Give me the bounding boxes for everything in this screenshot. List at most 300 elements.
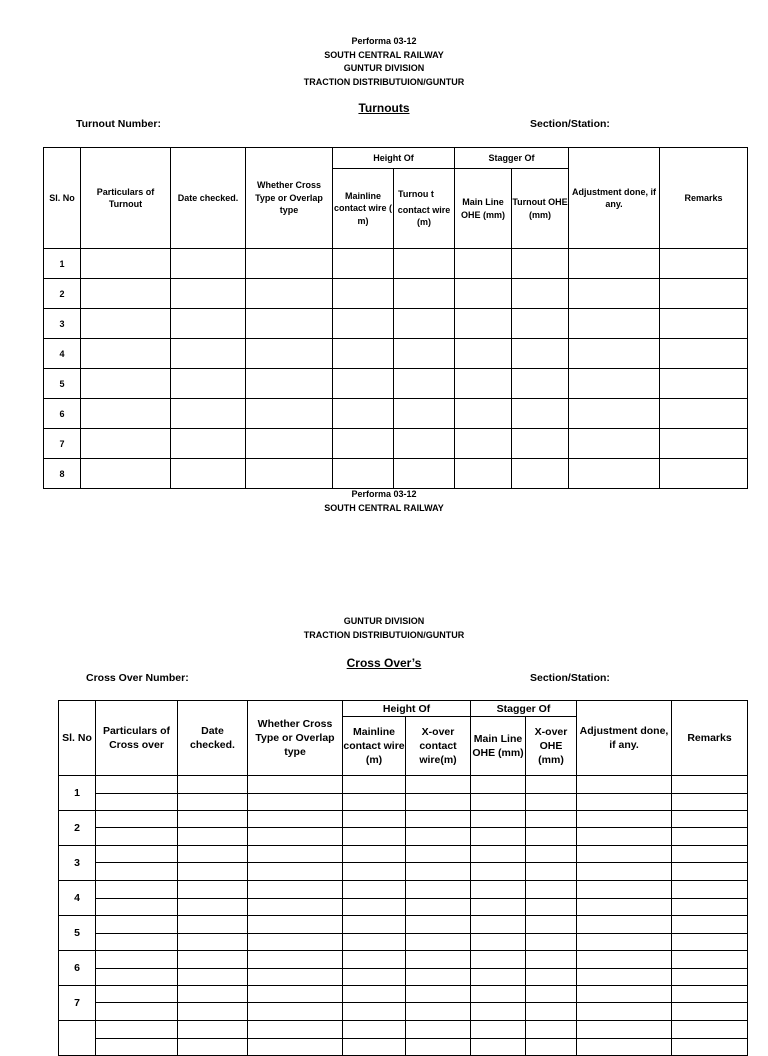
table-cell[interactable] (406, 863, 471, 881)
turnouts-table (43, 147, 748, 489)
table-row (44, 429, 748, 459)
row-number (59, 1021, 96, 1056)
cross-over-table (58, 700, 748, 1056)
col-particulars: Particulars of Turnout (81, 148, 171, 249)
table-cell[interactable] (246, 369, 333, 399)
table-cell[interactable] (672, 951, 748, 969)
table-cell[interactable] (672, 1021, 748, 1039)
table-cell[interactable] (471, 1039, 526, 1056)
table-cell[interactable] (406, 899, 471, 916)
table-row (44, 249, 748, 279)
table-cell[interactable] (569, 459, 660, 489)
col-sl-no: Sl. No (59, 701, 96, 776)
table-cell[interactable] (672, 1003, 748, 1021)
table-cell[interactable] (569, 369, 660, 399)
table-cell[interactable] (248, 811, 343, 828)
table-cell[interactable] (577, 846, 672, 863)
table-cell[interactable] (577, 969, 672, 986)
col-height-turnout (394, 169, 455, 249)
table-cell[interactable] (81, 429, 171, 459)
row-number: 6 (59, 951, 96, 986)
table-cell[interactable] (406, 1039, 471, 1056)
table-cell[interactable] (343, 969, 406, 986)
table-cell[interactable] (526, 776, 577, 794)
table-cell[interactable] (672, 1039, 748, 1056)
table-cell[interactable] (343, 794, 406, 811)
table-cell[interactable] (178, 986, 248, 1003)
table-cell[interactable] (577, 881, 672, 899)
table-cell[interactable] (512, 249, 569, 279)
table-cell[interactable] (577, 1003, 672, 1021)
turnout-number-label: Turnout Number: (76, 118, 161, 130)
table-cell[interactable] (526, 881, 577, 899)
table-cell[interactable] (526, 794, 577, 811)
table-cell[interactable] (96, 846, 178, 863)
table-cell[interactable] (246, 399, 333, 429)
table-cell[interactable] (406, 846, 471, 863)
table-cell[interactable] (343, 1021, 406, 1039)
table-cell[interactable] (577, 986, 672, 1003)
table-cell[interactable] (526, 1003, 577, 1021)
table-cell[interactable] (96, 951, 178, 969)
row-number: 7 (44, 429, 81, 459)
table-cell[interactable] (455, 369, 512, 399)
group-height-of: Height Of (343, 701, 471, 717)
table-row (59, 986, 748, 1003)
table-cell[interactable] (96, 1039, 178, 1056)
form-footer-1 (0, 488, 768, 515)
table-row (59, 794, 748, 811)
row-number: 5 (44, 369, 81, 399)
table-cell[interactable] (394, 309, 455, 339)
table-cell[interactable] (512, 339, 569, 369)
table-cell[interactable] (343, 899, 406, 916)
table-cell[interactable] (246, 339, 333, 369)
table-cell[interactable] (333, 279, 394, 309)
table-cell[interactable] (577, 794, 672, 811)
table-cell[interactable] (577, 1021, 672, 1039)
table-cell[interactable] (406, 951, 471, 969)
table-cell[interactable] (96, 776, 178, 794)
table-cell[interactable] (333, 429, 394, 459)
table-cell[interactable] (471, 881, 526, 899)
table-row (44, 399, 748, 429)
table-cell[interactable] (81, 309, 171, 339)
table-cell[interactable] (343, 846, 406, 863)
table-cell[interactable] (512, 459, 569, 489)
table-row (44, 459, 748, 489)
table-cell[interactable] (178, 1021, 248, 1039)
table-cell[interactable] (526, 828, 577, 846)
table-cell[interactable] (178, 899, 248, 916)
col-sl-no: Sl. No (44, 148, 81, 249)
table-cell[interactable] (455, 339, 512, 369)
col-particulars: Particulars of Cross over (96, 701, 178, 776)
table-cell[interactable] (171, 339, 246, 369)
cross-over-number-label: Cross Over Number: (86, 672, 189, 684)
table-cell[interactable] (246, 279, 333, 309)
table-row (59, 1021, 748, 1039)
table-cell[interactable] (471, 934, 526, 951)
table-cell[interactable] (672, 794, 748, 811)
col-adjustment: Adjustment done, if any. (577, 701, 672, 776)
row-number: 2 (44, 279, 81, 309)
table-cell[interactable] (333, 369, 394, 399)
table-cell[interactable] (526, 811, 577, 828)
row-number: 6 (44, 399, 81, 429)
table-cell[interactable] (471, 916, 526, 934)
table-cell[interactable] (171, 369, 246, 399)
table-cell[interactable] (248, 951, 343, 969)
table-cell[interactable] (526, 1021, 577, 1039)
row-number: 4 (59, 881, 96, 916)
col-height-turnout-line1: Turnou t (398, 189, 434, 200)
table-cell[interactable] (526, 846, 577, 863)
table-cell[interactable] (526, 986, 577, 1003)
col-whether-type: Whether Cross Type or Overlap type (246, 148, 333, 249)
table-cell[interactable] (406, 811, 471, 828)
table-cell[interactable] (248, 934, 343, 951)
table-row (59, 1039, 748, 1056)
table-cell[interactable] (394, 249, 455, 279)
table-cell[interactable] (343, 1003, 406, 1021)
table-cell[interactable] (81, 459, 171, 489)
table-cell[interactable] (343, 951, 406, 969)
form-number: Performa 03-12 (351, 36, 417, 46)
footer-form-number: Performa 03-12 (351, 489, 417, 499)
table-cell[interactable] (672, 776, 748, 794)
table-cell[interactable] (672, 811, 748, 828)
table-row (59, 899, 748, 916)
form-header-2 (0, 615, 768, 642)
table-cell[interactable] (455, 279, 512, 309)
cross-over-title: Cross Over’s (346, 656, 422, 670)
table-cell[interactable] (394, 429, 455, 459)
table-cell[interactable] (343, 934, 406, 951)
table-cell[interactable] (246, 309, 333, 339)
table-cell[interactable] (343, 776, 406, 794)
table-cell[interactable] (455, 429, 512, 459)
table-cell[interactable] (406, 1003, 471, 1021)
row-number: 3 (59, 846, 96, 881)
table-cell[interactable] (471, 811, 526, 828)
table-cell[interactable] (526, 1039, 577, 1056)
table-cell[interactable] (178, 969, 248, 986)
table-cell[interactable] (660, 309, 748, 339)
table-cell[interactable] (178, 794, 248, 811)
table-cell[interactable] (171, 249, 246, 279)
table-cell[interactable] (569, 429, 660, 459)
table-cell[interactable] (512, 369, 569, 399)
table-cell[interactable] (178, 916, 248, 934)
table-cell[interactable] (471, 899, 526, 916)
table-cell[interactable] (96, 986, 178, 1003)
table-cell[interactable] (248, 899, 343, 916)
division-name: GUNTUR DIVISION (343, 63, 425, 73)
table-cell[interactable] (672, 881, 748, 899)
department-name: TRACTION DISTRIBUTUION/GUNTUR (303, 76, 465, 87)
table-row (44, 339, 748, 369)
form-header-1 (0, 35, 768, 89)
table-cell[interactable] (171, 429, 246, 459)
table-cell[interactable] (333, 309, 394, 339)
table-row (59, 916, 748, 934)
col-height-turnout-line2: contact wire (m) (397, 204, 451, 228)
table-cell[interactable] (455, 399, 512, 429)
table-cell[interactable] (471, 846, 526, 863)
col-remarks: Remarks (660, 148, 748, 249)
col-date-checked: Date checked. (171, 148, 246, 249)
table-cell[interactable] (96, 811, 178, 828)
table-cell[interactable] (96, 934, 178, 951)
table-cell[interactable] (96, 916, 178, 934)
footer-railway-name: SOUTH CENTRAL RAILWAY (324, 502, 444, 513)
table-cell[interactable] (569, 309, 660, 339)
table-cell[interactable] (178, 951, 248, 969)
table-cell[interactable] (178, 1003, 248, 1021)
table-cell[interactable] (96, 828, 178, 846)
table-cell[interactable] (96, 1003, 178, 1021)
row-number: 1 (59, 776, 96, 811)
table-cell[interactable] (171, 399, 246, 429)
table-cell[interactable] (471, 951, 526, 969)
table-row (59, 846, 748, 863)
table-cell[interactable] (333, 459, 394, 489)
table-cell[interactable] (660, 279, 748, 309)
table-cell[interactable] (406, 776, 471, 794)
turnouts-title: Turnouts (358, 101, 410, 115)
table-cell[interactable] (333, 249, 394, 279)
table-cell[interactable] (455, 309, 512, 339)
table-row (59, 969, 748, 986)
table-cell[interactable] (526, 969, 577, 986)
group-height-of: Height Of (333, 148, 455, 169)
table-cell[interactable] (178, 1039, 248, 1056)
table-cell[interactable] (660, 339, 748, 369)
col-date-checked: Date checked. (178, 701, 248, 776)
row-number: 4 (44, 339, 81, 369)
col-height-mainline: Mainline contact wire ( m) (333, 169, 394, 249)
col-stagger-mainline: Main Line OHE (mm) (471, 717, 526, 776)
table-cell[interactable] (660, 249, 748, 279)
table-cell[interactable] (526, 863, 577, 881)
table-cell[interactable] (512, 429, 569, 459)
table-cell[interactable] (569, 339, 660, 369)
table-row (44, 369, 748, 399)
table-cell[interactable] (96, 794, 178, 811)
table-cell[interactable] (672, 969, 748, 986)
table-row (59, 934, 748, 951)
table-cell[interactable] (471, 1003, 526, 1021)
table-cell[interactable] (96, 881, 178, 899)
table-cell[interactable] (526, 899, 577, 916)
table-cell[interactable] (81, 399, 171, 429)
row-number: 5 (59, 916, 96, 951)
table-cell[interactable] (406, 969, 471, 986)
table-cell[interactable] (660, 429, 748, 459)
railway-name: SOUTH CENTRAL RAILWAY (324, 49, 444, 60)
table-cell[interactable] (248, 846, 343, 863)
group-stagger-of: Stagger Of (471, 701, 577, 717)
col-stagger-mainline: Main Line OHE (mm) (455, 169, 512, 249)
table-cell[interactable] (178, 828, 248, 846)
table-cell[interactable] (246, 429, 333, 459)
table-cell[interactable] (171, 309, 246, 339)
table-cell[interactable] (248, 828, 343, 846)
table-cell[interactable] (343, 916, 406, 934)
table-cell[interactable] (248, 916, 343, 934)
table-cell[interactable] (178, 934, 248, 951)
department-name-2: TRACTION DISTRIBUTUION/GUNTUR (303, 629, 465, 640)
table-cell[interactable] (81, 339, 171, 369)
table-cell[interactable] (471, 828, 526, 846)
col-adjustment: Adjustment done, if any. (569, 148, 660, 249)
table-cell[interactable] (577, 863, 672, 881)
table-cell[interactable] (343, 986, 406, 1003)
col-stagger-turnout: Turnout OHE (mm) (512, 169, 569, 249)
table-cell[interactable] (96, 899, 178, 916)
table-row (59, 881, 748, 899)
table-cell[interactable] (248, 863, 343, 881)
col-height-xover: X-over contact wire(m) (406, 717, 471, 776)
table-cell[interactable] (471, 969, 526, 986)
table-row (59, 811, 748, 828)
division-name-2: GUNTUR DIVISION (343, 616, 425, 626)
table-cell[interactable] (672, 934, 748, 951)
row-number: 2 (59, 811, 96, 846)
table-cell[interactable] (672, 899, 748, 916)
table-cell[interactable] (526, 934, 577, 951)
row-number: 1 (44, 249, 81, 279)
table-cell[interactable] (248, 986, 343, 1003)
table-cell[interactable] (577, 934, 672, 951)
table-cell[interactable] (577, 811, 672, 828)
table-cell[interactable] (569, 399, 660, 429)
table-cell[interactable] (406, 794, 471, 811)
table-cell[interactable] (577, 828, 672, 846)
table-cell[interactable] (577, 1039, 672, 1056)
table-cell[interactable] (343, 811, 406, 828)
table-cell[interactable] (246, 249, 333, 279)
table-cell[interactable] (394, 369, 455, 399)
table-cell[interactable] (248, 1003, 343, 1021)
table-cell[interactable] (660, 459, 748, 489)
table-cell[interactable] (343, 828, 406, 846)
table-cell[interactable] (394, 459, 455, 489)
table-cell[interactable] (171, 459, 246, 489)
table-cell[interactable] (178, 863, 248, 881)
table-cell[interactable] (455, 249, 512, 279)
table-cell[interactable] (248, 1021, 343, 1039)
table-cell[interactable] (577, 951, 672, 969)
col-whether-type: Whether Cross Type or Overlap type (248, 701, 343, 776)
table-cell[interactable] (577, 916, 672, 934)
table-cell[interactable] (512, 279, 569, 309)
table-cell[interactable] (455, 459, 512, 489)
table-cell[interactable] (333, 339, 394, 369)
table-cell[interactable] (394, 399, 455, 429)
table-row (44, 309, 748, 339)
table-cell[interactable] (248, 1039, 343, 1056)
table-cell[interactable] (660, 399, 748, 429)
table-cell[interactable] (660, 369, 748, 399)
table-cell[interactable] (569, 279, 660, 309)
table-cell[interactable] (672, 828, 748, 846)
table-cell[interactable] (394, 279, 455, 309)
table-cell[interactable] (577, 776, 672, 794)
table-cell[interactable] (248, 969, 343, 986)
table-cell[interactable] (471, 794, 526, 811)
table-cell[interactable] (471, 863, 526, 881)
table-cell[interactable] (512, 399, 569, 429)
table-cell[interactable] (406, 986, 471, 1003)
turnout-section-label: Section/Station: (530, 118, 610, 130)
row-number: 3 (44, 309, 81, 339)
table-cell[interactable] (672, 986, 748, 1003)
table-cell[interactable] (178, 846, 248, 863)
table-cell[interactable] (343, 863, 406, 881)
table-cell[interactable] (394, 339, 455, 369)
table-cell[interactable] (248, 794, 343, 811)
table-row (44, 279, 748, 309)
table-cell[interactable] (343, 881, 406, 899)
table-cell[interactable] (512, 309, 569, 339)
row-number: 8 (44, 459, 81, 489)
table-cell[interactable] (178, 776, 248, 794)
table-cell[interactable] (406, 828, 471, 846)
table-cell[interactable] (81, 279, 171, 309)
table-cell[interactable] (96, 1021, 178, 1039)
col-remarks: Remarks (672, 701, 748, 776)
col-height-mainline: Mainline contact wire (m) (343, 717, 406, 776)
row-number: 7 (59, 986, 96, 1021)
table-cell[interactable] (569, 249, 660, 279)
table-cell[interactable] (248, 881, 343, 899)
table-cell[interactable] (406, 1021, 471, 1039)
table-cell[interactable] (178, 811, 248, 828)
table-cell[interactable] (471, 986, 526, 1003)
table-cell[interactable] (406, 934, 471, 951)
table-cell[interactable] (406, 881, 471, 899)
table-cell[interactable] (672, 916, 748, 934)
table-cell[interactable] (96, 969, 178, 986)
table-cell[interactable] (672, 846, 748, 863)
table-cell[interactable] (81, 369, 171, 399)
table-cell[interactable] (248, 776, 343, 794)
table-row (59, 828, 748, 846)
table-cell[interactable] (672, 863, 748, 881)
col-stagger-xover: X-over OHE (mm) (526, 717, 577, 776)
table-cell[interactable] (81, 249, 171, 279)
table-row (59, 776, 748, 794)
table-cell[interactable] (526, 951, 577, 969)
cross-over-section-label: Section/Station: (530, 672, 610, 684)
table-cell[interactable] (96, 863, 178, 881)
table-cell[interactable] (577, 899, 672, 916)
table-row (59, 951, 748, 969)
table-cell[interactable] (471, 776, 526, 794)
table-cell[interactable] (171, 279, 246, 309)
table-cell[interactable] (406, 916, 471, 934)
table-row (59, 863, 748, 881)
table-cell[interactable] (471, 1021, 526, 1039)
table-cell[interactable] (526, 916, 577, 934)
table-cell[interactable] (246, 459, 333, 489)
table-cell[interactable] (343, 1039, 406, 1056)
table-cell[interactable] (178, 881, 248, 899)
table-cell[interactable] (333, 399, 394, 429)
group-stagger-of: Stagger Of (455, 148, 569, 169)
